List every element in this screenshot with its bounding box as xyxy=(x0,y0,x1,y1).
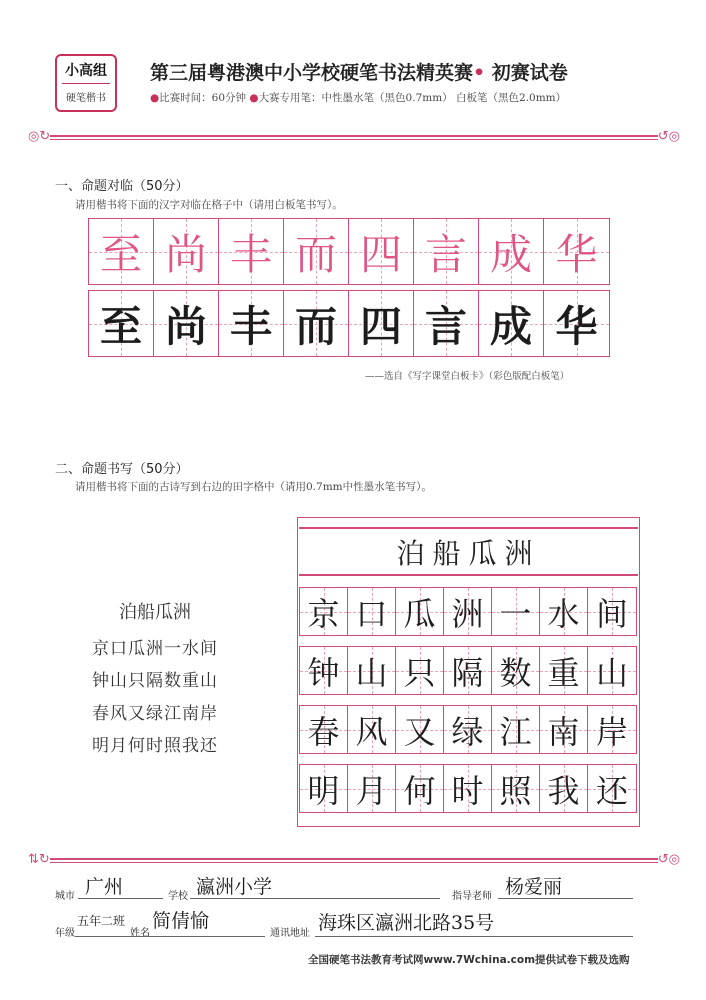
grade-label: 年级 xyxy=(55,928,75,939)
character-cell xyxy=(300,647,348,694)
character-glyph: 而 xyxy=(294,301,337,351)
character-glyph: 南 xyxy=(547,712,580,751)
band-line xyxy=(50,862,658,863)
character-glyph: 春 xyxy=(307,712,340,751)
character-glyph: 四 xyxy=(359,301,402,351)
character-glyph: 江 xyxy=(499,712,532,751)
swirl-ornament-icon: ↺◎ xyxy=(657,852,680,867)
page-title xyxy=(150,58,568,85)
character-cell xyxy=(544,219,609,284)
bullet-icon: ● xyxy=(249,92,259,104)
tianzige-row xyxy=(299,646,637,695)
character-glyph: 而 xyxy=(294,229,337,279)
character-cell xyxy=(396,647,444,694)
character-glyph: 华 xyxy=(555,301,598,351)
address-value[interactable]: 海珠区瀛洲北路35号 xyxy=(318,912,495,934)
character-glyph: 照 xyxy=(499,771,532,810)
character-cell xyxy=(479,291,544,356)
character-glyph: 成 xyxy=(489,229,532,279)
character-glyph: 京 xyxy=(307,594,340,633)
footer-note: 全国硬笔书法教育考试网www.7Wchina.com提供试卷下载及选购 xyxy=(308,954,630,966)
character-cell xyxy=(396,765,444,812)
character-glyph: 丰 xyxy=(229,229,272,279)
exam-pens: 大赛专用笔：中性墨水笔（黑色0.7mm） 白板笔（黑色2.0mm） xyxy=(258,92,567,104)
character-cell xyxy=(444,647,492,694)
character-glyph: 四 xyxy=(359,229,402,279)
school-label: 学校 xyxy=(168,891,188,902)
character-glyph: 丰 xyxy=(229,301,272,351)
character-glyph: 数 xyxy=(499,653,532,692)
group-badge xyxy=(55,54,117,112)
character-glyph: 间 xyxy=(595,594,628,633)
city-label: 城市 xyxy=(55,891,75,902)
character-glyph: 尚 xyxy=(164,301,207,351)
character-cell xyxy=(444,588,492,635)
character-cell xyxy=(396,706,444,753)
character-cell xyxy=(544,291,609,356)
character-cell xyxy=(588,588,636,635)
swirl-ornament-icon: ↺◎ xyxy=(657,129,680,144)
character-cell xyxy=(89,219,154,284)
character-cell xyxy=(540,647,588,694)
character-cell xyxy=(588,765,636,812)
character-cell xyxy=(154,219,219,284)
tianzige-row xyxy=(299,764,637,813)
copy-character-grid xyxy=(88,290,610,357)
character-glyph: 隔 xyxy=(451,653,484,692)
poem-line: 春风又绿江南岸 xyxy=(92,704,218,724)
character-glyph: 只 xyxy=(403,653,436,692)
character-glyph: 瓜 xyxy=(403,594,436,633)
character-glyph: 我 xyxy=(547,771,580,810)
character-cell xyxy=(492,647,540,694)
bottom-divider-band xyxy=(28,852,680,867)
character-glyph: 至 xyxy=(99,301,142,351)
character-cell xyxy=(348,706,396,753)
character-glyph: 至 xyxy=(99,229,142,279)
character-cell xyxy=(492,706,540,753)
character-cell xyxy=(444,765,492,812)
character-glyph: 绿 xyxy=(451,712,484,751)
swirl-ornament-icon: ◎↻ xyxy=(28,129,51,144)
name-value[interactable]: 简倩愉 xyxy=(152,910,210,932)
character-cell xyxy=(492,588,540,635)
character-glyph: 还 xyxy=(595,771,628,810)
character-glyph: 重 xyxy=(547,653,580,692)
character-cell xyxy=(540,706,588,753)
character-cell xyxy=(588,706,636,753)
character-cell xyxy=(300,706,348,753)
character-glyph: 洲 xyxy=(451,594,484,633)
title-separator: • xyxy=(473,62,486,84)
address-underline xyxy=(315,936,633,937)
character-glyph: 华 xyxy=(555,229,598,279)
character-cell xyxy=(219,219,284,284)
poem-line: 钟山只隔数重山 xyxy=(92,671,218,691)
band-line xyxy=(50,139,658,140)
band-line xyxy=(50,135,658,137)
section1-heading: 一、命题对临（50分） xyxy=(55,179,189,194)
character-cell xyxy=(414,219,479,284)
character-cell xyxy=(540,588,588,635)
model-character-grid xyxy=(88,218,610,285)
written-poem-title: 泊船瓜洲 xyxy=(299,527,638,576)
character-cell xyxy=(444,706,492,753)
section1-instruction: 请用楷书将下面的汉字对临在格子中（请用白板笔书写）。 xyxy=(75,199,343,211)
character-cell xyxy=(396,588,444,635)
source-credit: ——选自《写字课堂白板卡》（彩色版配白板笔） xyxy=(365,371,570,382)
character-cell xyxy=(414,291,479,356)
section2-instruction: 请用楷书将下面的古诗写到右边的田字格中（请用0.7mm中性墨水笔书写）。 xyxy=(75,481,432,493)
teacher-label: 指导老师 xyxy=(452,891,492,902)
grade-value[interactable]: 五年二班 xyxy=(77,914,126,928)
character-glyph: 钟 xyxy=(307,653,340,692)
section2-heading: 二、命题书写（50分） xyxy=(55,462,189,477)
character-cell xyxy=(349,291,414,356)
character-cell xyxy=(219,291,284,356)
teacher-underline xyxy=(498,898,633,899)
character-glyph: 何 xyxy=(403,771,436,810)
school-value[interactable]: 瀛洲小学 xyxy=(196,876,273,898)
character-glyph: 尚 xyxy=(164,229,207,279)
top-divider-band xyxy=(28,129,680,144)
swirl-ornament-icon: ⇅↻ xyxy=(28,852,50,867)
grade-name-underline xyxy=(75,936,265,937)
poem-title: 泊船瓜洲 xyxy=(119,602,191,623)
city-value[interactable]: 广州 xyxy=(85,876,124,898)
character-glyph: 山 xyxy=(595,653,628,692)
character-glyph: 岸 xyxy=(595,712,628,751)
character-cell xyxy=(284,219,349,284)
character-cell xyxy=(89,291,154,356)
character-glyph: 一 xyxy=(499,594,532,633)
name-label: 姓名 xyxy=(130,928,150,939)
badge-style-label: 硬笔楷书 xyxy=(66,93,106,104)
badge-divider xyxy=(62,83,110,84)
character-glyph: 又 xyxy=(403,712,436,751)
character-glyph: 言 xyxy=(424,229,467,279)
character-glyph: 明 xyxy=(307,771,340,810)
title-suffix: 初赛试卷 xyxy=(491,62,568,84)
character-cell xyxy=(540,765,588,812)
character-cell xyxy=(300,765,348,812)
exam-info xyxy=(150,90,566,105)
character-cell xyxy=(300,588,348,635)
tianzige-row xyxy=(299,705,637,754)
badge-group-label: 小高组 xyxy=(65,63,107,79)
character-cell xyxy=(588,647,636,694)
exam-time: 比赛时间：60分钟 xyxy=(159,92,247,104)
teacher-value[interactable]: 杨爱丽 xyxy=(505,876,563,898)
title-main: 第三届粤港澳中小学校硬笔书法精英赛 xyxy=(150,62,474,84)
character-glyph: 水 xyxy=(547,594,580,633)
character-cell xyxy=(348,765,396,812)
city-underline xyxy=(78,898,163,899)
character-glyph: 山 xyxy=(355,653,388,692)
character-glyph: 成 xyxy=(489,301,532,351)
character-cell xyxy=(479,219,544,284)
character-cell xyxy=(154,291,219,356)
character-glyph: 口 xyxy=(355,594,388,633)
character-cell xyxy=(348,647,396,694)
bullet-icon: ● xyxy=(150,92,160,104)
character-glyph: 时 xyxy=(451,771,484,810)
character-cell xyxy=(284,291,349,356)
character-glyph: 风 xyxy=(355,712,388,751)
band-line xyxy=(50,858,658,860)
character-cell xyxy=(348,588,396,635)
poem-line: 明月何时照我还 xyxy=(92,736,218,756)
character-cell xyxy=(492,765,540,812)
school-underline xyxy=(190,898,440,899)
character-cell xyxy=(349,219,414,284)
character-glyph: 言 xyxy=(424,301,467,351)
character-glyph: 月 xyxy=(355,771,388,810)
address-label: 通讯地址 xyxy=(270,928,310,939)
poem-line: 京口瓜洲一水间 xyxy=(92,639,218,659)
tianzige-row xyxy=(299,587,637,636)
